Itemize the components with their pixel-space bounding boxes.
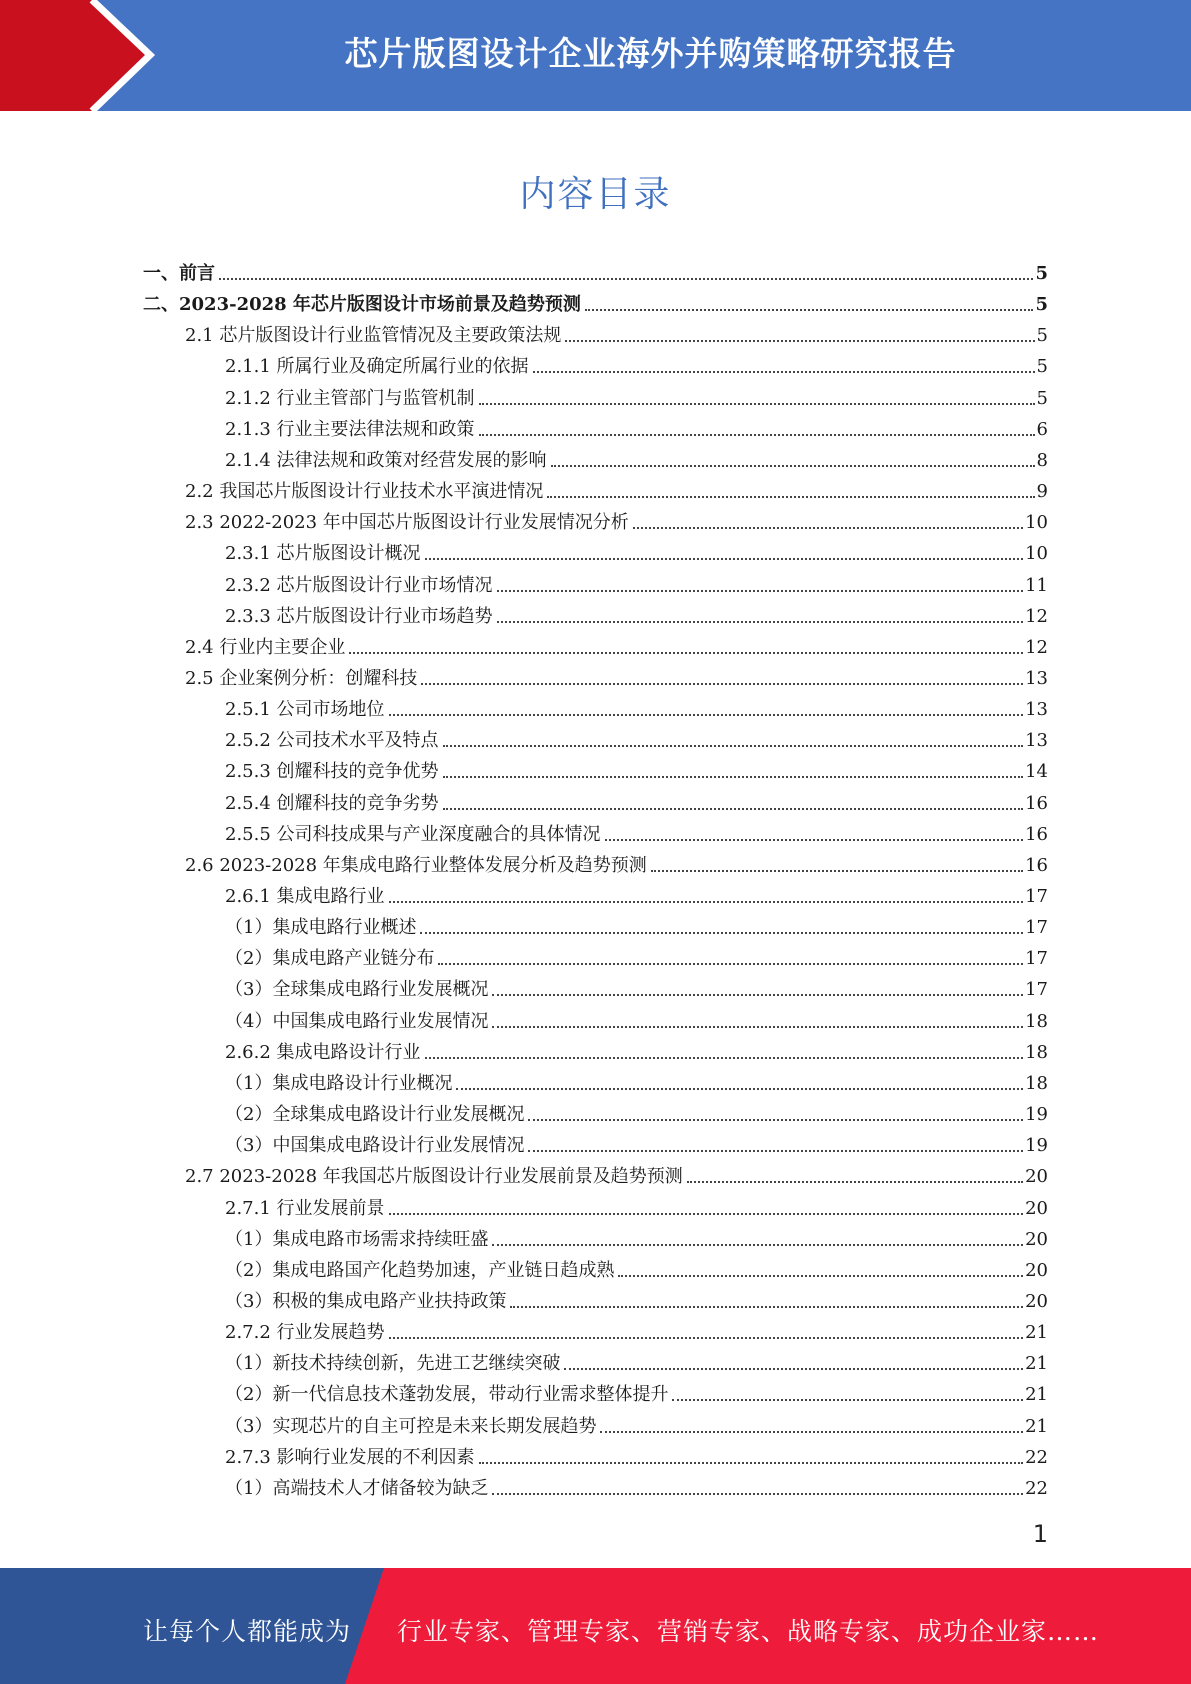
toc-dot-leader: [497, 621, 1024, 623]
toc-dot-leader: [633, 527, 1023, 529]
toc-entry-title: （1）集成电路设计行业概况: [225, 1072, 453, 1094]
toc-entry[interactable]: [225, 752, 1048, 783]
toc-entry[interactable]: [185, 628, 1048, 659]
toc-entry-page: 13: [1025, 730, 1048, 752]
toc-dot-leader: [492, 1026, 1023, 1028]
toc-dot-leader: [425, 1057, 1024, 1059]
toc-entry-title: （2）新一代信息技术蓬勃发展，带动行业需求整体提升: [225, 1384, 669, 1406]
toc-entry[interactable]: [185, 659, 1048, 690]
toc-entry-page: 21: [1025, 1384, 1048, 1406]
toc-entry[interactable]: [225, 1189, 1048, 1220]
toc-dot-leader: [497, 590, 1024, 592]
toc-entry[interactable]: [225, 1375, 1048, 1406]
toc-entry-title: 2.5.5 公司科技成果与产业深度融合的具体情况: [225, 823, 601, 845]
toc-entry-title: 二、2023-2028 年芯片版图设计市场前景及趋势预测: [143, 294, 581, 316]
toc-entry[interactable]: [143, 254, 1048, 285]
toc-entry-page: 20: [1025, 1166, 1048, 1188]
toc-entry[interactable]: [225, 1407, 1048, 1438]
toc-entry-title: 2.1 芯片版图设计行业监管情况及主要政策法规: [185, 325, 562, 347]
toc-dot-leader: [564, 1368, 1023, 1370]
toc-entry-title: 2.5.1 公司市场地位: [225, 699, 385, 721]
toc-entry[interactable]: [225, 1251, 1048, 1282]
toc-entry-title: （3）积极的集成电路产业扶持政策: [225, 1290, 507, 1312]
toc-entry-title: （3）中国集成电路设计行业发展情况: [225, 1135, 525, 1157]
toc-entry[interactable]: [225, 1438, 1048, 1469]
toc-entry-title: 2.6 2023-2028 年集成电路行业整体发展分析及趋势预测: [185, 854, 647, 876]
toc-dot-leader: [565, 340, 1034, 342]
toc-entry-page: 21: [1025, 1322, 1048, 1344]
toc-entry[interactable]: [225, 441, 1048, 472]
toc-entry-page: 11: [1025, 574, 1048, 596]
toc-entry-page: 10: [1025, 543, 1048, 565]
toc-dot-leader: [651, 870, 1023, 872]
toc-entry-page: 6: [1036, 418, 1048, 440]
toc-entry-page: 17: [1025, 979, 1048, 1001]
toc-entry[interactable]: [225, 1469, 1048, 1500]
toc-entry[interactable]: [225, 1095, 1048, 1126]
toc-dot-leader: [528, 1119, 1023, 1121]
toc-entry-title: （1）高端技术人才储备较为缺乏: [225, 1477, 489, 1499]
toc-entry-title: 2.3.1 芯片版图设计概况: [225, 543, 421, 565]
toc-entry[interactable]: [225, 534, 1048, 565]
toc-entry[interactable]: [225, 1344, 1048, 1375]
toc-dot-leader: [443, 745, 1024, 747]
toc-entry-title: 2.3.2 芯片版图设计行业市场情况: [225, 574, 493, 596]
toc-dot-leader: [420, 932, 1023, 934]
toc-entry-title: （2）集成电路产业链分布: [225, 948, 435, 970]
toc-entry[interactable]: [225, 939, 1048, 970]
toc-dot-leader: [672, 1399, 1023, 1401]
toc-dot-leader: [600, 1431, 1023, 1433]
toc-entry[interactable]: [185, 472, 1048, 503]
footer-slogan-right: 行业专家、管理专家、营销专家、战略专家、成功企业家……: [397, 1617, 1100, 1646]
toc-entry-page: 5: [1036, 325, 1048, 347]
toc-dot-leader: [479, 403, 1035, 405]
toc-entry[interactable]: [225, 1282, 1048, 1313]
toc-dot-leader: [438, 963, 1023, 965]
toc-entry-page: 10: [1025, 512, 1048, 534]
toc-entry-page: 17: [1025, 948, 1048, 970]
toc-entry-title: 2.4 行业内主要企业: [185, 636, 346, 658]
toc-dot-leader: [510, 1306, 1023, 1308]
toc-entry-title: （1）新技术持续创新，先进工艺继续突破: [225, 1353, 561, 1375]
toc-entry-title: 2.5.2 公司技术水平及特点: [225, 730, 439, 752]
toc-entry[interactable]: [225, 690, 1048, 721]
toc-entry-page: 14: [1025, 761, 1048, 783]
toc-dot-leader: [421, 683, 1023, 685]
toc-entry-title: 2.1.1 所属行业及确定所属行业的依据: [225, 356, 529, 378]
toc-dot-leader: [687, 1181, 1023, 1183]
report-title: 芯片版图设计企业海外并购策略研究报告: [344, 34, 957, 73]
toc-entry[interactable]: [225, 1064, 1048, 1095]
footer-banner: [0, 1568, 1191, 1684]
toc-dot-leader: [425, 558, 1024, 560]
toc-entry-page: 18: [1025, 1010, 1048, 1032]
toc-entry-title: 2.6.2 集成电路设计行业: [225, 1041, 421, 1063]
toc-dot-leader: [456, 1088, 1023, 1090]
toc-entry-title: 2.3.3 芯片版图设计行业市场趋势: [225, 605, 493, 627]
toc-entry[interactable]: [225, 597, 1048, 628]
toc-entry-page: 22: [1025, 1477, 1048, 1499]
toc-entry-page: 17: [1025, 917, 1048, 939]
toc-entry-title: 2.5 企业案例分析：创耀科技: [185, 667, 418, 689]
toc-entry-page: 20: [1025, 1228, 1048, 1250]
toc-heading: 内容目录: [519, 174, 672, 215]
toc-entry[interactable]: [225, 566, 1048, 597]
toc-dot-leader: [618, 1275, 1023, 1277]
toc-entry-page: 16: [1025, 823, 1048, 845]
toc-entry[interactable]: [225, 784, 1048, 815]
toc-entry-title: 2.7.2 行业发展趋势: [225, 1322, 385, 1344]
toc-entry-title: 2.1.2 行业主管部门与监管机制: [225, 387, 475, 409]
toc-entry[interactable]: [225, 347, 1048, 378]
toc-entry[interactable]: [185, 503, 1048, 534]
toc-dot-leader: [389, 1213, 1024, 1215]
toc-entry[interactable]: [143, 285, 1048, 316]
toc-entry-page: 20: [1025, 1259, 1048, 1281]
toc-dot-leader: [528, 1150, 1023, 1152]
toc-dot-leader: [219, 278, 1033, 280]
toc-entry-title: 2.5.3 创耀科技的竞争优势: [225, 761, 439, 783]
toc-dot-leader: [492, 994, 1023, 996]
toc-dot-leader: [479, 434, 1035, 436]
toc-dot-leader: [605, 839, 1024, 841]
toc-dot-leader: [389, 901, 1024, 903]
toc-entry-page: 17: [1025, 886, 1048, 907]
toc-entry[interactable]: [225, 970, 1048, 1001]
toc-entry-title: （3）全球集成电路行业发展概况: [225, 979, 489, 1001]
toc-entry-title: （2）全球集成电路设计行业发展概况: [225, 1104, 525, 1126]
toc-entry[interactable]: [185, 1157, 1048, 1188]
toc-dot-leader: [492, 1493, 1023, 1495]
toc-entry[interactable]: [185, 846, 1048, 877]
toc-entry-title: 2.2 我国芯片版图设计行业技术水平演进情况: [185, 481, 544, 503]
toc-entry-page: 9: [1036, 481, 1048, 503]
toc-entry-page: 22: [1025, 1446, 1048, 1468]
toc-entry-page: 18: [1025, 1041, 1048, 1063]
toc-entry[interactable]: [225, 721, 1048, 752]
toc-dot-leader: [443, 776, 1024, 778]
toc-dot-leader: [479, 1462, 1024, 1464]
toc-entry-page: 5: [1036, 356, 1048, 378]
toc-entry-page: 21: [1025, 1415, 1048, 1437]
toc-entry-page: 18: [1025, 1072, 1048, 1094]
toc-dot-leader: [533, 371, 1035, 373]
toc-entry-title: 2.7.3 影响行业发展的不利因素: [225, 1446, 475, 1468]
toc-entry-title: 一、前言: [143, 263, 215, 284]
toc-entry-page: 16: [1025, 854, 1048, 876]
toc-entry-title: （1）集成电路市场需求持续旺盛: [225, 1228, 489, 1250]
toc-dot-leader: [349, 652, 1023, 654]
toc-entry-page: 19: [1025, 1135, 1048, 1157]
toc-entry-title: （4）中国集成电路行业发展情况: [225, 1010, 489, 1032]
toc-entry-title: （2）集成电路国产化趋势加速，产业链日趋成熟: [225, 1259, 615, 1281]
toc-entry-page: 12: [1025, 636, 1048, 658]
toc-entry[interactable]: [225, 410, 1048, 441]
toc-entry-page: 5: [1035, 294, 1048, 316]
toc-entry[interactable]: [225, 1126, 1048, 1157]
toc-entry-page: 12: [1025, 605, 1048, 627]
toc-entry-title: 2.6.1 集成电路行业: [225, 886, 385, 907]
toc-entry-page: 20: [1025, 1290, 1048, 1312]
toc-dot-leader: [492, 1244, 1023, 1246]
toc-entry[interactable]: [225, 908, 1048, 939]
toc-entry-page: 13: [1025, 699, 1048, 721]
toc-entry-title: 2.3 2022-2023 年中国芯片版图设计行业发展情况分析: [185, 512, 629, 534]
toc-entry-page: 21: [1025, 1353, 1048, 1375]
toc-entry-title: （1）集成电路行业概述: [225, 917, 417, 939]
toc-dot-leader: [389, 714, 1024, 716]
toc-entry-page: 8: [1036, 449, 1048, 471]
toc-entry-title: 2.1.4 法律法规和政策对经营发展的影响: [225, 449, 547, 471]
toc-entry[interactable]: [185, 316, 1048, 347]
toc-entry[interactable]: [225, 1002, 1048, 1033]
toc-entry-title: 2.5.4 创耀科技的竞争劣势: [225, 792, 439, 814]
header-banner: [0, 0, 1191, 111]
toc-entry-page: 5: [1035, 263, 1048, 284]
toc-entry[interactable]: [225, 1220, 1048, 1251]
toc-entry-page: 16: [1025, 792, 1048, 814]
toc-entry-page: 20: [1025, 1197, 1048, 1219]
toc-dot-leader: [389, 1337, 1024, 1339]
toc-entry-title: 2.1.3 行业主要法律法规和政策: [225, 418, 475, 440]
toc-entry-title: 2.7.1 行业发展前景: [225, 1197, 385, 1219]
page-number: 1: [1032, 1520, 1048, 1548]
toc-entry-page: 19: [1025, 1104, 1048, 1126]
toc-entry[interactable]: [225, 815, 1048, 846]
toc-entry[interactable]: [225, 1033, 1048, 1064]
toc-entry-page: 13: [1025, 667, 1048, 689]
toc-entry[interactable]: [225, 1313, 1048, 1344]
toc-entry[interactable]: [225, 379, 1048, 410]
toc-entry-page: 5: [1036, 387, 1048, 409]
toc-dot-leader: [443, 808, 1024, 810]
toc-dot-leader: [547, 496, 1034, 498]
toc-dot-leader: [585, 309, 1034, 311]
footer-slogan-left: 让每个人都能成为: [143, 1617, 352, 1646]
toc-dot-leader: [551, 465, 1035, 467]
toc-entry-title: 2.7 2023-2028 年我国芯片版图设计行业发展前景及趋势预测: [185, 1166, 683, 1188]
toc-entry-title: （3）实现芯片的自主可控是未来长期发展趋势: [225, 1415, 597, 1437]
toc-entry[interactable]: [225, 877, 1048, 908]
